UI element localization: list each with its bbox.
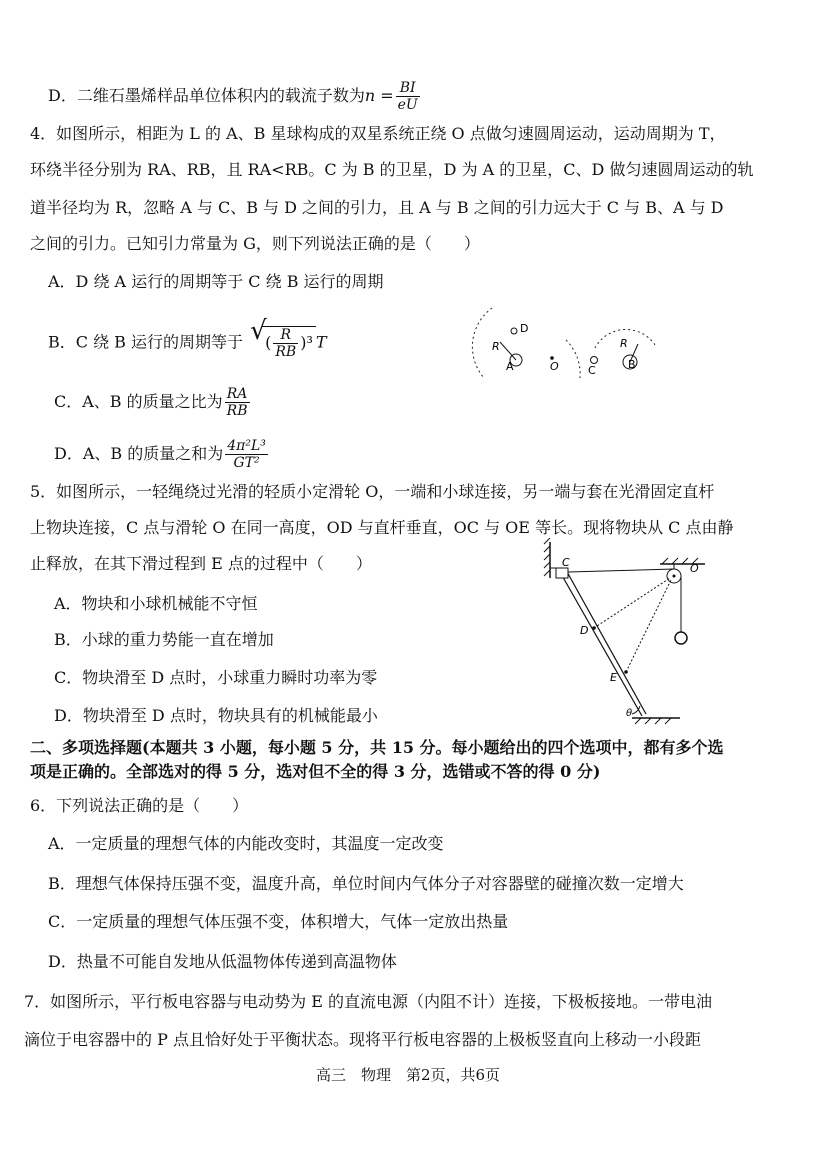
q4-stem-line4: 之间的引力。已知引力常量为 G，则下列说法正确的是（ ） bbox=[30, 234, 480, 253]
satellite-c bbox=[591, 357, 598, 364]
label-r-b: R bbox=[620, 337, 628, 350]
label-theta: θ bbox=[626, 708, 633, 719]
label-b: B bbox=[628, 358, 636, 371]
q6-option-d: D．热量不可能自发地从低温物体传递到高温物体 bbox=[48, 952, 397, 971]
q5-figure bbox=[540, 538, 710, 728]
q4-figure bbox=[470, 300, 670, 395]
q4-stem-line3: 道半径均为 R，忽略 A 与 C、B 与 D 之间的引力，且 A 与 B 之间的引力远大于 C 与 B、A 与 D bbox=[30, 198, 724, 217]
block bbox=[556, 568, 568, 578]
label-d: D bbox=[520, 322, 529, 335]
q5-option-c: C．物块滑至 D 点时，小球重力瞬时功率为零 bbox=[54, 668, 378, 687]
label-o: O bbox=[550, 360, 559, 373]
page-footer: 高三 物理 第2页，共6页 bbox=[315, 1066, 501, 1084]
rod-right-edge bbox=[566, 570, 646, 714]
line-oe bbox=[626, 580, 671, 672]
label-c: C bbox=[588, 364, 596, 377]
q5-option-b: B．小球的重力势能一直在增加 bbox=[54, 630, 274, 649]
q7-stem-line2: 滴位于电容器中的 P 点且恰好处于平衡状态。现将平行板电容器的上极板竖直向上移动一小段距 bbox=[24, 1030, 701, 1049]
q6-stem: 6．下列说法正确的是（ ） bbox=[30, 796, 249, 815]
q5-option-d: D．物块滑至 D 点时，物块具有的机械能最小 bbox=[54, 706, 378, 725]
label-d: D bbox=[580, 624, 589, 637]
line-od bbox=[594, 578, 670, 628]
q5-stem-line2: 上物块连接，C 点与滑轮 O 在同一高度，OD 与直杆垂直，OC 与 OE 等长。现将物块从 C 点由静 bbox=[30, 518, 734, 537]
q4-stem-line1: 4．如图所示，相距为 L 的 A、B 星球构成的双星系统正绕 O 点做匀速圆周运动，运动周期为 T， bbox=[30, 124, 726, 143]
q5-option-a: A．物块和小球机械能不守恒 bbox=[54, 594, 258, 613]
orbit-arc-a-right bbox=[566, 340, 580, 378]
ball bbox=[675, 632, 687, 644]
q6-option-a: A．一定质量的理想气体的内能改变时，其温度一定改变 bbox=[48, 834, 444, 853]
label-r-a: R bbox=[492, 340, 500, 353]
radius-arrow-a bbox=[500, 342, 516, 360]
label-e: E bbox=[610, 671, 617, 684]
rod-left-edge bbox=[560, 572, 642, 716]
q5-stem-line3: 止释放，在其下滑过程到 E 点的过程中（ ） bbox=[30, 554, 372, 573]
satellite-d bbox=[511, 328, 517, 334]
orbit-arc-a bbox=[472, 308, 492, 378]
q4-option-a: A．D 绕 A 运行的周期等于 C 绕 B 运行的周期 bbox=[48, 272, 384, 291]
rope-to-block bbox=[568, 569, 674, 572]
q6-option-c: C．一定质量的理想气体压强不变，体积增大，气体一定放出热量 bbox=[48, 912, 509, 931]
label-c: C bbox=[562, 556, 570, 569]
q4-option-c: C．A、B 的质量之比为 $\frac{RA}{RB}$ bbox=[54, 386, 248, 419]
section2-header-line2: 项是正确的。全部选对的得 5 分，选对但不全的得 3 分，选错或不答的得 0 分) bbox=[30, 762, 601, 781]
q4-stem-line2: 环绕半径分别为 RA、RB，且 RA<RB。C 为 B 的卫星，D 为 A 的卫星，C、D 做匀速圆周运动的轨 bbox=[30, 160, 754, 179]
label-a: A bbox=[506, 360, 514, 373]
q3-option-d: D．二维石墨烯样品单位体积内的载流子数为n = $\frac{BI}{eU}$ bbox=[48, 80, 418, 113]
q6-option-b: B．理想气体保持压强不变，温度升高，单位时间内气体分子对容器壁的碰撞次数一定增大 bbox=[48, 874, 684, 893]
q4-option-b: B．C 绕 B 运行的周期等于 √ ( $\frac{R}{RB}$ )³ T bbox=[48, 326, 327, 360]
q5-stem-line1: 5．如图所示，一轻绳绕过光滑的轻质小定滑轮 O，一端和小球连接，另一端与套在光滑固定直杆 bbox=[30, 482, 715, 501]
label-o: O bbox=[690, 562, 699, 575]
q4-option-d: D．A、B 的质量之和为 $\frac{\text{4π²L³}}{\text{GT²}}$ bbox=[54, 438, 266, 471]
section2-header-line1: 二、多项选择题(本题共 3 小题，每小题 5 分，共 15 分。每小题给出的四个选项中，都有多个选 bbox=[30, 738, 724, 757]
q7-stem-line1: 7．如图所示，平行板电容器与电动势为 E 的直流电源（内阻不计）连接，下极板接地。一带电油 bbox=[24, 992, 713, 1011]
